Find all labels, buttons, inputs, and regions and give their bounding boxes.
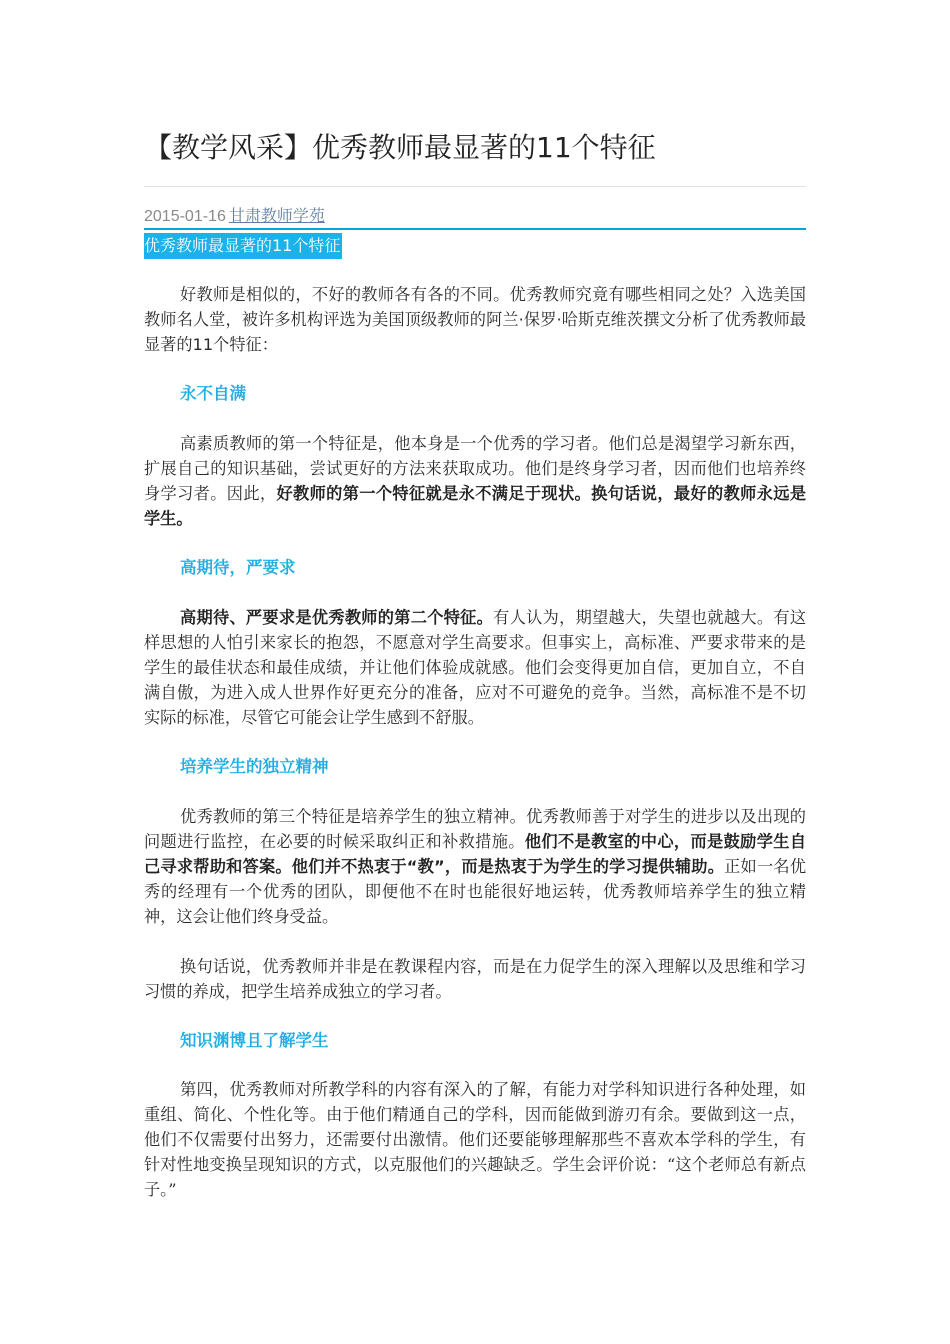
section-3-text-b: 正如一名优秀的经理有一个优秀的团队，即便他不在时也能很好地运转，优秀教师培养学生的独立精神，这会让他们终身受益。 — [144, 857, 807, 926]
publish-date: 2015-01-16 — [144, 208, 226, 225]
section-4-paragraph: 第四，优秀教师对所教学科的内容有深入的了解，有能力对学科知识进行各种处理，如重组、简化、个性化等。由于他们精通自己的学科，因而能做到游刃有余。要做到这一点，他们不仅需要付出努力，还需要付出激情。他们还要能够理解那些不喜欢本学科的学生，有针对性地变换呈现知识的方式，以克服他们的兴趣缺乏。学生会评价说：“这个老师总有新点子。” — [144, 1080, 806, 1199]
section-1-paragraph — [144, 431, 806, 531]
section-1-text: 高素质教师的第一个特征是，他本身是一个优秀的学习者。他们总是渴望学习新东西，扩展自己的知识基础，尝试更好的方法来获取成功。他们是终身学习者，因而他们也培养终身学习者。因此， — [144, 434, 806, 503]
section-2-paragraph — [144, 605, 806, 730]
section-heading-3: 培养学生的独立精神 — [180, 757, 329, 776]
section-3-text-a: 优秀教师的第三个特征是培养学生的独立精神。优秀教师善于对学生的进步以及出现的问题进行监控，在必要的时候采取纠正和补救措施。 — [144, 807, 806, 851]
intro-paragraph: 好教师是相似的，不好的教师各有各的不同。优秀教师究竟有哪些相同之处？入选美国教师名人堂，被许多机构评选为美国顶级教师的阿兰·保罗·哈斯克维茨撰文分析了优秀教师最显著的11个特征： — [144, 285, 806, 354]
section-heading-4: 知识渊博且了解学生 — [180, 1031, 329, 1050]
highlighted-subtitle: 优秀教师最显著的11个特征 — [144, 233, 342, 259]
section-3-paragraph-2: 换句话说，优秀教师并非是在教课程内容，而是在力促学生的深入理解以及思维和学习习惯的养成，把学生培养成独立的学习者。 — [144, 957, 806, 1001]
section-2-bold-text: 高期待、严要求是优秀教师的第二个特征。 — [180, 608, 494, 627]
title-divider — [144, 186, 806, 187]
section-heading-1: 永不自满 — [180, 384, 246, 403]
source-link[interactable]: 甘肃教师学苑 — [228, 206, 325, 225]
section-heading-2: 高期待，严要求 — [180, 558, 296, 577]
accent-divider — [144, 228, 806, 230]
section-2-text: 有人认为，期望越大，失望也就越大。有这样思想的人怕引来家长的抱怨，不愿意对学生高要求。但事实上，高标准、严要求带来的是学生的最佳状态和最佳成绩，并让他们体验成就感。他们会变得更加自信，更加自立，不自满自傲，为进入成人世界作好更充分的准备，应对不可避免的竞争。当然，高标准不是不切实际的标准，尽管它可能会让学生感到不舒服。 — [144, 608, 807, 727]
section-3-bold-text: 他们不是教室的中心，而是鼓励学生自己寻求帮助和答案。他们并不热衷于“教”，而是热衷于为学生的学习提供辅助。 — [144, 832, 807, 876]
article-title: 【教学风采】优秀教师最显著的11个特征 — [144, 131, 656, 164]
section-1-bold-text: 好教师的第一个特征就是永不满足于现状。换句话说，最好的教师永远是学生。 — [144, 484, 807, 528]
section-3-paragraph — [144, 804, 806, 929]
article-meta — [144, 204, 325, 229]
